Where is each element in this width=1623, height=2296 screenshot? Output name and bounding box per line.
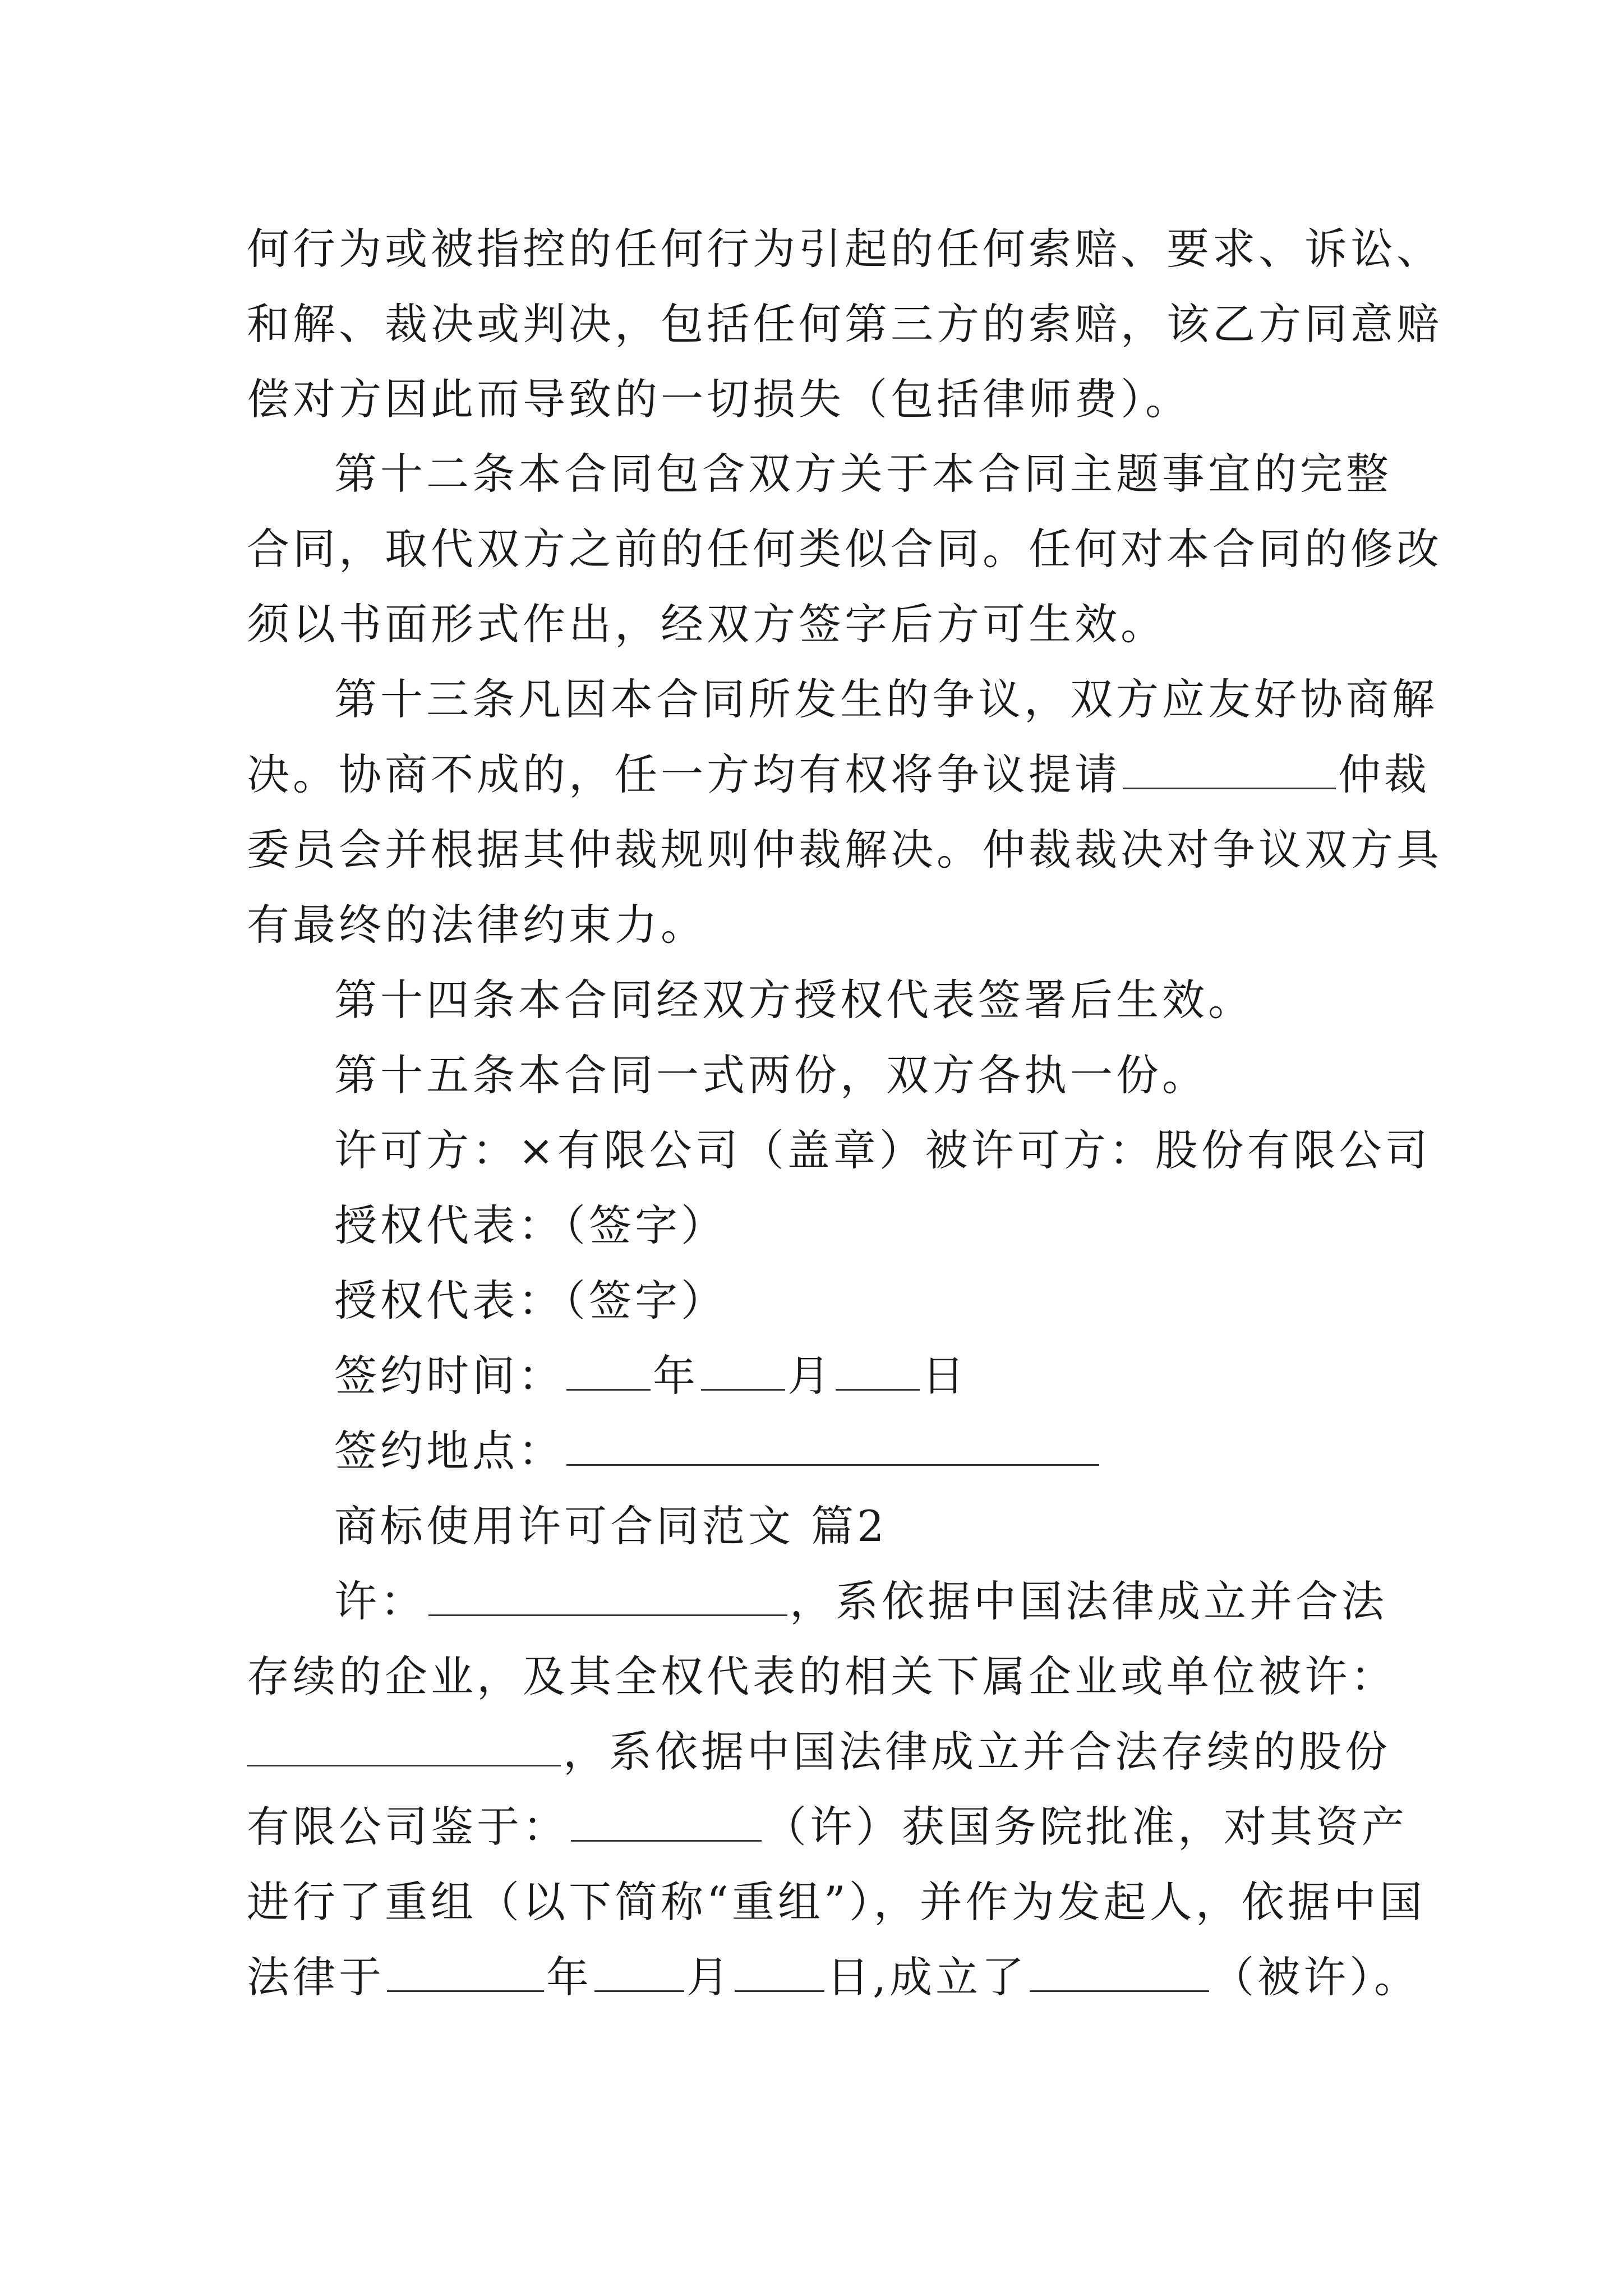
whereas-blank[interactable] (571, 1803, 762, 1842)
paragraph-line (247, 747, 1430, 803)
line-text: 有限公司鉴于： (247, 1802, 569, 1852)
article-14: 第十四条本合同经双方授权代表签署后生效。 (334, 975, 1254, 1025)
day-blank[interactable] (836, 1352, 920, 1391)
line-text: ，系依据中国法律成立并合法 (790, 1576, 1387, 1626)
est-month-blank[interactable] (594, 1953, 684, 1992)
fill-in-blank[interactable] (1123, 751, 1336, 789)
signing-place (334, 1423, 1101, 1479)
signing-date-label: 签约时间： (334, 1351, 564, 1401)
paragraph-line (247, 1949, 1420, 2005)
place-blank[interactable] (566, 1427, 1099, 1466)
paragraph-line: 存续的企业，及其全权代表的相关下属企业或单位被许： (247, 1651, 1396, 1701)
paragraph-line (247, 1799, 1408, 1855)
paragraph-line: 委员会并根据其仲裁规则仲裁解决。仲裁裁决对争议双方具 (247, 825, 1442, 875)
day-label: 日 (922, 1351, 968, 1401)
month-label: 月 (787, 1351, 833, 1401)
year-label: 年 (546, 1952, 592, 2002)
paragraph-line: 合同，取代双方之前的任何类似合同。任何对本合同的修改 (247, 524, 1442, 574)
signing-date (334, 1348, 968, 1404)
month-blank[interactable] (701, 1352, 785, 1391)
licensee-blank[interactable] (247, 1728, 561, 1766)
line-text: 决。协商不成的，任一方均有权将争议提请 (247, 749, 1121, 799)
est-year-blank[interactable] (387, 1953, 544, 1992)
paragraph-line: 何行为或被指控的任何行为引起的任何索赔、要求、诉讼、 (247, 224, 1442, 274)
paragraph-line: 和解、裁决或判决，包括任何第三方的索赔，该乙方同意赔 (247, 299, 1442, 349)
paragraph-line: 进行了重组（以下简称“重组”），并作为发起人，依据中国 (247, 1877, 1426, 1927)
day-label: 日,成立了 (827, 1952, 1028, 2002)
authorized-rep-2: 授权代表：（签字） (334, 1276, 727, 1326)
paragraph-line (334, 1573, 1387, 1630)
year-blank[interactable] (566, 1352, 651, 1391)
authorized-rep-1: 授权代表：（签字） (334, 1200, 727, 1250)
year-label: 年 (653, 1351, 699, 1401)
paragraph-line (247, 1724, 1391, 1780)
month-label: 月 (686, 1952, 732, 2002)
paragraph-line: 须以书面形式作出，经双方签字后方可生效。 (247, 599, 1166, 649)
line-text: （被许）。 (1211, 1952, 1421, 2002)
paragraph-line: 偿对方因此而导致的一切损失（包括律师费）。 (247, 374, 1191, 424)
line-text: ，系依据中国法律成立并合法存续的股份 (563, 1727, 1391, 1777)
company-blank[interactable] (1030, 1953, 1209, 1992)
licensor-blank[interactable] (428, 1577, 787, 1616)
line-text: 仲裁 (1338, 749, 1430, 799)
article-15: 第十五条本合同一式两份，双方各执一份。 (334, 1050, 1208, 1100)
est-day-blank[interactable] (735, 1953, 824, 1992)
section-title: 商标使用许可合同范文 篇2 (334, 1501, 888, 1551)
article-13-heading: 第十三条凡因本合同所发生的争议，双方应友好协商解 (334, 674, 1438, 724)
signing-place-label: 签约地点： (334, 1426, 564, 1476)
paragraph-line: 有最终的法律约束力。 (247, 900, 707, 950)
line-text: 许： (334, 1576, 426, 1626)
article-12-heading: 第十二条本合同包含双方关于本合同主题事宜的完整 (334, 449, 1392, 499)
parties-line: 许可方：×有限公司（盖章）被许可方：股份有限公司 (334, 1125, 1431, 1175)
line-text: （许）获国务院批准，对其资产 (764, 1802, 1408, 1852)
line-text: 法律于 (247, 1952, 385, 2002)
